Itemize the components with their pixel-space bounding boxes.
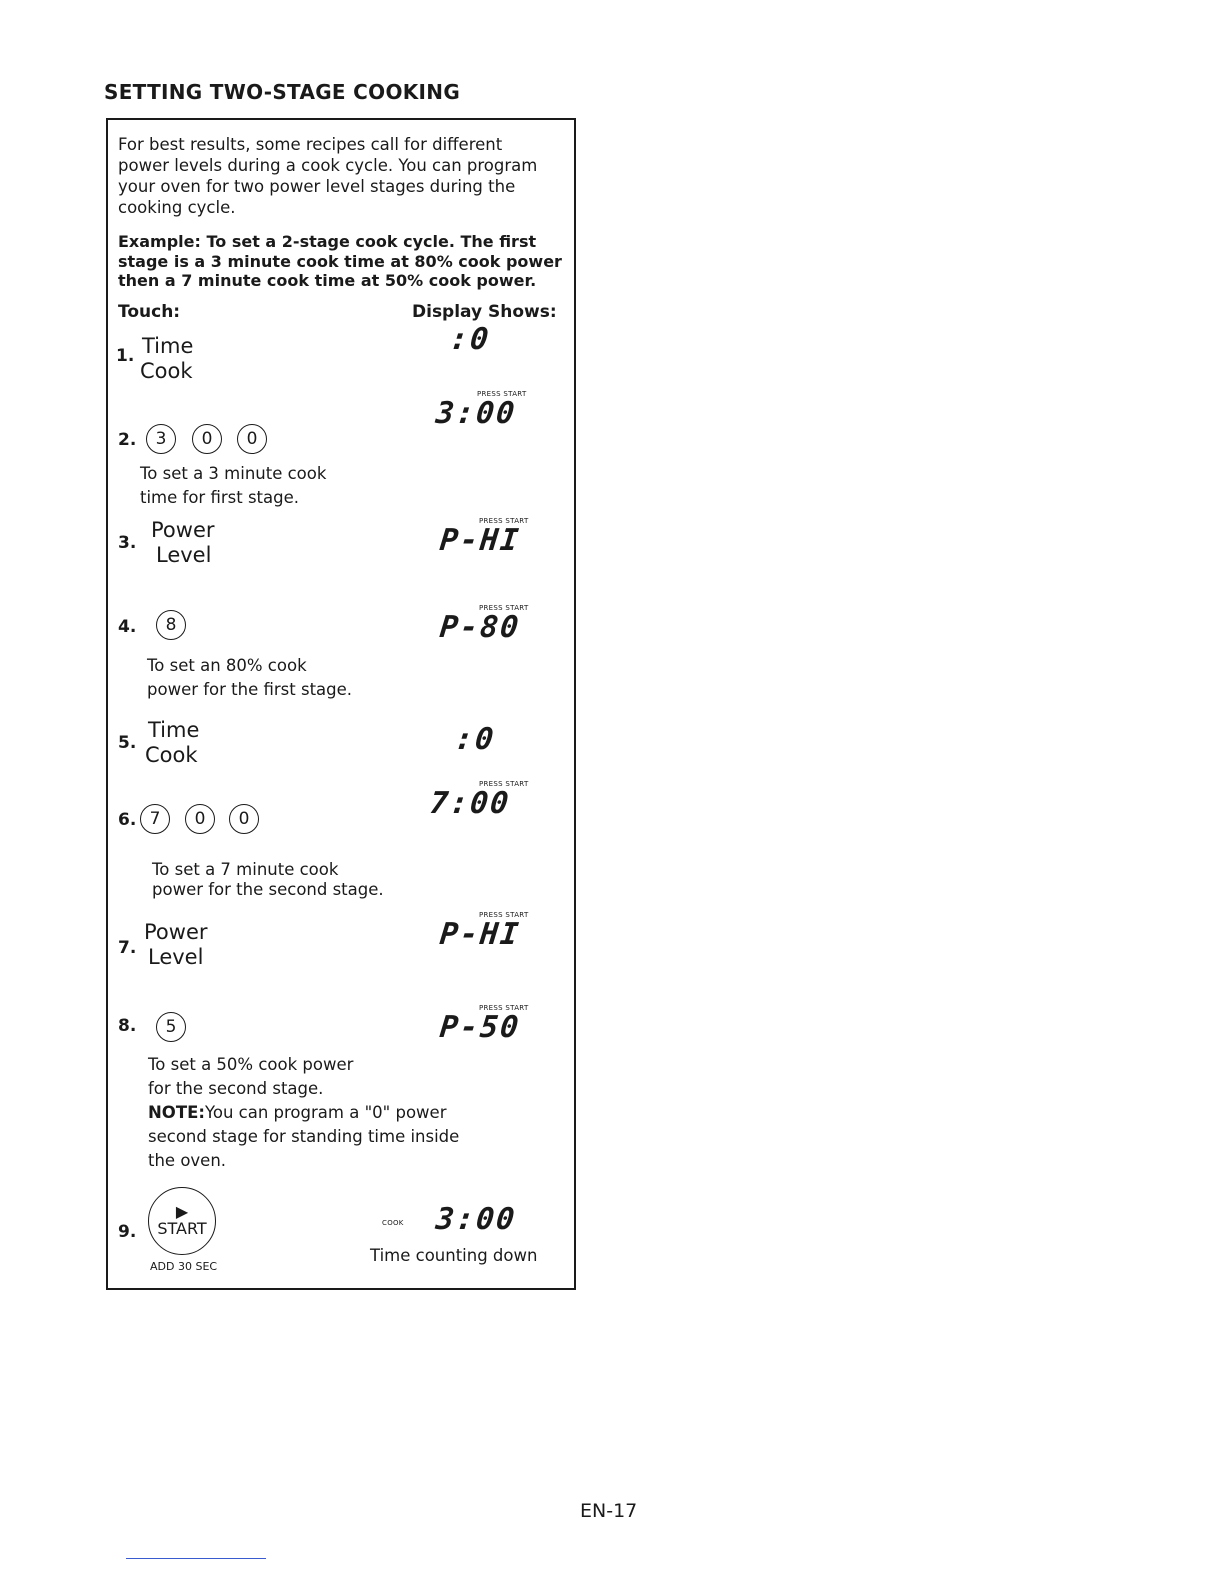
step-8-desc-line-1: To set a 50% cook power (148, 1055, 354, 1074)
note-text: You can program a "0" power (204, 1103, 447, 1122)
step-8-display: P-50 (438, 1010, 523, 1045)
example-paragraph: Example: To set a 2-stage cook cycle. The first stage is a 3 minute cook time at 80% cook power then a 7 minute cook time at 50% cook power. (118, 232, 562, 290)
step-6-number: 6. (118, 810, 137, 830)
step-6-desc-line-2: power for the second stage. (152, 880, 384, 899)
key-3-button[interactable]: 3 (146, 424, 176, 454)
note-label: NOTE: (148, 1103, 205, 1122)
step-3-number: 3. (118, 533, 137, 553)
step-9-cook-indicator: COOK (382, 1219, 404, 1227)
step-9-number: 9. (118, 1222, 137, 1242)
step-4-press-start: PRESS START (479, 604, 529, 612)
key-0-button[interactable]: 0 (237, 424, 267, 454)
step-8-number: 8. (118, 1016, 137, 1036)
step-7-number: 7. (118, 938, 137, 958)
step-5-display: :0 (453, 722, 497, 757)
step-1-number: 1. (116, 346, 135, 366)
touch-column-header: Touch: (118, 302, 181, 322)
key-8-button[interactable]: 8 (156, 610, 186, 640)
step-2-desc-line-1: To set a 3 minute cook (140, 464, 327, 483)
step-7-level-key[interactable]: Level (148, 945, 204, 969)
intro-paragraph: For best results, some recipes call for different power levels during a cook cycle. You can program your oven for two power level stages during the cooking cycle. (118, 135, 538, 217)
step-2-press-start: PRESS START (477, 390, 527, 398)
start-button-label: START (157, 1219, 207, 1238)
step-4-desc-line-2: power for the first stage. (147, 680, 353, 699)
step-7-display: P-HI (438, 917, 523, 952)
step-4-number: 4. (118, 617, 137, 637)
step-2-desc-line-2: time for first stage. (140, 488, 299, 507)
step-4-desc-line-1: To set an 80% cook (147, 656, 307, 675)
key-7-button[interactable]: 7 (140, 804, 170, 834)
play-icon: ▶ (175, 1202, 189, 1221)
display-column-header: Display Shows: (412, 302, 557, 322)
step-1-display: :0 (448, 322, 492, 357)
step-9-display: 3:00 (434, 1202, 519, 1237)
step-6-display: 7:00 (428, 786, 513, 821)
step-5-number: 5. (118, 733, 137, 753)
step-6-press-start: PRESS START (479, 780, 529, 788)
step-8-note-line-3: the oven. (148, 1151, 227, 1170)
step-2-number: 2. (118, 430, 137, 450)
step-3-power-key[interactable]: Power (151, 518, 215, 542)
step-5-time-key[interactable]: Time (148, 718, 200, 742)
key-0-button[interactable]: 0 (229, 804, 259, 834)
key-5-button[interactable]: 5 (156, 1012, 186, 1042)
step-7-power-key[interactable]: Power (144, 920, 208, 944)
step-8-press-start: PRESS START (479, 1004, 529, 1012)
step-8-note-line-1 (148, 1101, 447, 1125)
start-button[interactable] (148, 1187, 216, 1255)
section-heading: SETTING TWO-STAGE COOKING (104, 80, 461, 104)
step-1-time-key[interactable]: Time (142, 334, 194, 358)
step-8-desc-line-2: for the second stage. (148, 1079, 324, 1098)
page-number: EN-17 (580, 1500, 638, 1522)
step-4-display: P-80 (438, 610, 523, 645)
key-0-button[interactable]: 0 (185, 804, 215, 834)
footer-rule (126, 1558, 266, 1559)
key-0-button[interactable]: 0 (192, 424, 222, 454)
add-30-sec-label: ADD 30 SEC (150, 1260, 218, 1273)
step-2-display: 3:00 (434, 396, 519, 431)
step-7-press-start: PRESS START (479, 911, 529, 919)
step-3-level-key[interactable]: Level (156, 543, 212, 567)
step-8-note-line-2: second stage for standing time inside (148, 1127, 460, 1146)
step-5-cook-key[interactable]: Cook (145, 743, 198, 767)
step-1-cook-key[interactable]: Cook (140, 359, 193, 383)
step-6-desc-line-1: To set a 7 minute cook (152, 860, 339, 879)
step-9-caption: Time counting down (370, 1246, 538, 1265)
step-3-press-start: PRESS START (479, 517, 529, 525)
step-3-display: P-HI (438, 523, 523, 558)
